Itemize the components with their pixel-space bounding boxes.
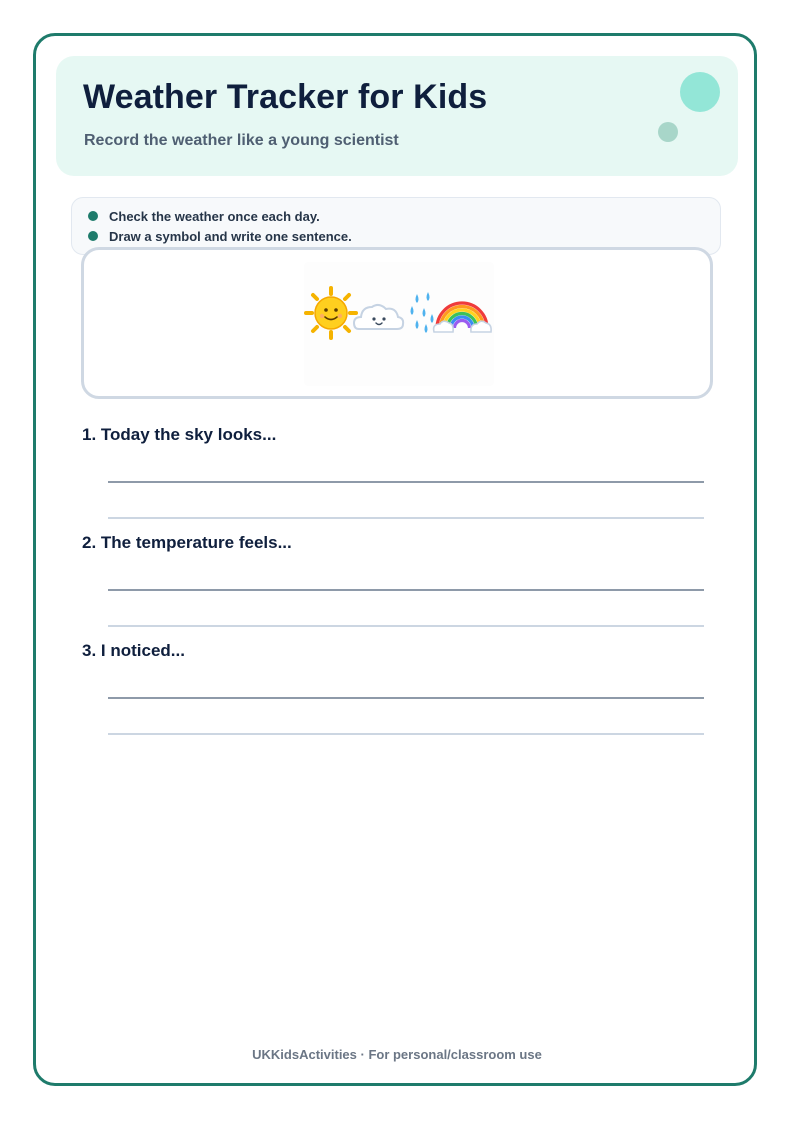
answer-line[interactable] — [108, 697, 704, 699]
question-2: 2. The temperature feels... — [82, 533, 292, 552]
weather-symbols-box — [81, 247, 713, 399]
bullet-dot-icon — [88, 231, 98, 241]
question-3: 3. I noticed... — [82, 641, 185, 660]
page-frame — [33, 33, 757, 1086]
decorative-bubble-small — [658, 122, 678, 142]
instruction-text: Draw a symbol and write one sentence. — [109, 228, 352, 244]
answer-line[interactable] — [108, 589, 704, 591]
cloud-icon — [354, 305, 403, 329]
header-banner — [56, 56, 738, 176]
page-title: Weather Tracker for Kids — [83, 78, 488, 116]
instruction-text: Check the weather once each day. — [109, 208, 320, 224]
bullet-dot-icon — [88, 211, 98, 221]
question-1: 1. Today the sky looks... — [82, 425, 277, 444]
answer-line[interactable] — [108, 481, 704, 483]
instruction-item — [88, 207, 320, 225]
answer-line[interactable] — [108, 517, 704, 519]
page-subtitle: Record the weather like a young scientist — [84, 132, 399, 149]
decorative-bubble-large — [680, 72, 720, 112]
footer-text: UKKidsActivities · For personal/classroom use — [252, 1047, 542, 1062]
rainbow-icon — [434, 303, 492, 332]
answer-line[interactable] — [108, 733, 704, 735]
weather-symbols-image — [304, 262, 494, 386]
sun-icon — [306, 288, 356, 338]
raindrops-icon — [411, 292, 434, 333]
answer-line[interactable] — [108, 625, 704, 627]
instruction-item — [88, 227, 352, 245]
